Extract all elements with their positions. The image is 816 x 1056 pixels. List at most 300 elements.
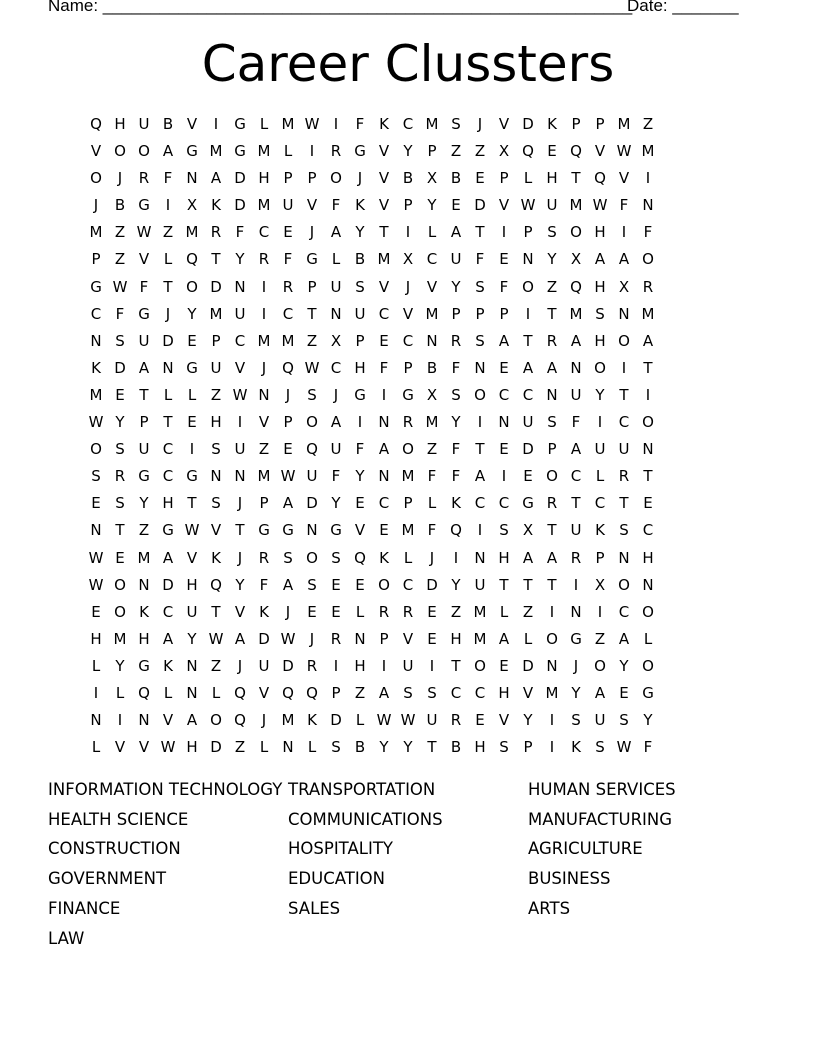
grid-letter[interactable]: A [186, 711, 198, 730]
grid-letter[interactable]: A [642, 331, 654, 350]
grid-letter[interactable]: D [234, 169, 246, 188]
grid-letter[interactable]: U [426, 711, 438, 730]
grid-letter[interactable]: U [570, 521, 582, 540]
grid-letter[interactable]: M [257, 196, 271, 215]
grid-letter[interactable]: I [549, 711, 555, 730]
grid-letter[interactable]: Y [115, 656, 125, 675]
grid-letter[interactable]: N [210, 467, 222, 486]
grid-letter[interactable]: S [403, 683, 413, 702]
grid-letter[interactable]: T [475, 440, 485, 459]
grid-letter[interactable]: N [162, 358, 174, 377]
grid-letter[interactable]: V [426, 277, 438, 296]
grid-letter[interactable]: U [186, 602, 198, 621]
grid-letter[interactable]: D [210, 277, 222, 296]
grid-letter[interactable]: H [594, 223, 606, 242]
grid-letter[interactable]: A [282, 494, 294, 513]
grid-letter[interactable]: L [523, 169, 533, 188]
grid-letter[interactable]: F [379, 358, 389, 377]
grid-letter[interactable]: R [450, 711, 462, 730]
grid-letter[interactable]: N [90, 521, 102, 540]
grid-letter[interactable]: M [401, 521, 415, 540]
grid-letter[interactable]: O [618, 575, 630, 594]
grid-letter[interactable]: E [283, 440, 293, 459]
grid-letter[interactable]: B [402, 169, 414, 188]
grid-letter[interactable]: S [355, 277, 365, 296]
grid-letter[interactable]: C [258, 223, 270, 242]
grid-letter[interactable]: U [138, 440, 150, 459]
grid-letter[interactable]: R [378, 602, 390, 621]
grid-letter[interactable]: B [114, 196, 126, 215]
grid-letter[interactable]: K [307, 711, 317, 730]
grid-letter[interactable]: O [186, 277, 198, 296]
grid-letter[interactable]: S [619, 711, 629, 730]
grid-letter[interactable]: P [403, 358, 413, 377]
grid-letter[interactable]: I [237, 413, 243, 432]
grid-letter[interactable]: P [283, 169, 293, 188]
grid-letter[interactable]: T [211, 602, 221, 621]
grid-letter[interactable]: S [451, 385, 461, 404]
grid-letter[interactable]: P [403, 494, 413, 513]
grid-letter[interactable]: R [570, 548, 582, 567]
grid-letter[interactable]: F [355, 440, 365, 459]
grid-letter[interactable]: C [594, 494, 606, 513]
grid-letter[interactable]: G [162, 521, 174, 540]
grid-letter[interactable]: G [234, 142, 246, 161]
grid-letter[interactable]: G [354, 142, 366, 161]
grid-letter[interactable]: G [186, 467, 198, 486]
grid-letter[interactable]: E [427, 629, 437, 648]
grid-letter[interactable]: H [258, 169, 270, 188]
grid-letter[interactable]: Y [331, 494, 341, 513]
grid-letter[interactable]: Q [306, 440, 318, 459]
grid-letter[interactable]: G [138, 467, 150, 486]
grid-letter[interactable]: V [618, 169, 630, 188]
grid-letter[interactable]: D [162, 331, 174, 350]
grid-letter[interactable]: I [93, 683, 99, 702]
grid-letter[interactable]: M [209, 304, 223, 323]
grid-letter[interactable]: L [355, 711, 365, 730]
grid-letter[interactable]: J [333, 385, 339, 404]
grid-letter[interactable]: E [355, 575, 365, 594]
grid-letter[interactable]: P [571, 115, 581, 133]
grid-letter[interactable]: V [378, 196, 390, 215]
grid-letter[interactable]: H [186, 738, 198, 757]
grid-letter[interactable]: I [165, 196, 171, 215]
grid-letter[interactable]: C [282, 304, 294, 323]
grid-letter[interactable]: P [595, 115, 605, 133]
grid-letter[interactable]: M [425, 115, 439, 133]
grid-letter[interactable]: E [307, 602, 317, 621]
grid-letter[interactable]: J [261, 358, 267, 377]
grid-letter[interactable]: P [451, 304, 461, 323]
grid-letter[interactable]: F [643, 738, 653, 757]
grid-letter[interactable]: W [616, 738, 632, 757]
grid-letter[interactable]: K [379, 548, 389, 567]
grid-letter[interactable]: P [547, 440, 557, 459]
grid-letter[interactable]: M [569, 196, 583, 215]
grid-letter[interactable]: V [522, 683, 534, 702]
grid-letter[interactable]: A [330, 223, 342, 242]
grid-letter[interactable]: J [477, 115, 483, 133]
grid-letter[interactable]: Y [403, 142, 413, 161]
grid-letter[interactable]: D [426, 575, 438, 594]
grid-letter[interactable]: E [547, 142, 557, 161]
grid-letter[interactable]: M [641, 142, 655, 161]
grid-letter[interactable]: P [259, 494, 269, 513]
grid-letter[interactable]: X [498, 142, 510, 161]
grid-letter[interactable]: F [571, 413, 581, 432]
grid-letter[interactable]: L [91, 738, 101, 757]
grid-letter[interactable]: H [642, 548, 654, 567]
grid-letter[interactable]: M [641, 304, 655, 323]
grid-letter[interactable]: P [355, 331, 365, 350]
grid-letter[interactable]: U [474, 575, 486, 594]
grid-letter[interactable]: N [138, 711, 150, 730]
grid-letter[interactable]: U [258, 656, 270, 675]
grid-letter[interactable]: I [381, 656, 387, 675]
grid-letter[interactable]: N [282, 738, 294, 757]
grid-letter[interactable]: E [115, 385, 125, 404]
grid-letter[interactable]: X [426, 169, 438, 188]
grid-letter[interactable]: R [306, 656, 318, 675]
grid-letter[interactable]: Y [403, 738, 413, 757]
grid-letter[interactable]: S [427, 683, 437, 702]
grid-letter[interactable]: V [186, 548, 198, 567]
grid-letter[interactable]: I [405, 223, 411, 242]
grid-letter[interactable]: V [234, 602, 246, 621]
grid-letter[interactable]: N [618, 548, 630, 567]
grid-letter[interactable]: I [477, 521, 483, 540]
grid-letter[interactable]: I [573, 575, 579, 594]
grid-letter[interactable]: Q [570, 142, 582, 161]
grid-letter[interactable]: O [306, 413, 318, 432]
grid-letter[interactable]: O [114, 142, 126, 161]
grid-letter[interactable]: U [594, 440, 606, 459]
grid-letter[interactable]: Z [594, 629, 606, 648]
grid-letter[interactable]: J [237, 494, 243, 513]
grid-letter[interactable]: E [499, 358, 509, 377]
grid-letter[interactable]: K [355, 196, 365, 215]
grid-letter[interactable]: N [546, 385, 558, 404]
grid-letter[interactable]: X [522, 521, 534, 540]
grid-letter[interactable]: P [523, 223, 533, 242]
grid-letter[interactable]: P [475, 304, 485, 323]
grid-letter[interactable]: E [451, 196, 461, 215]
grid-letter[interactable]: Y [451, 413, 461, 432]
grid-letter[interactable]: F [355, 115, 365, 133]
grid-letter[interactable]: Y [571, 683, 581, 702]
grid-letter[interactable]: V [594, 142, 606, 161]
grid-letter[interactable]: L [115, 683, 125, 702]
grid-letter[interactable]: R [330, 142, 342, 161]
grid-letter[interactable]: V [402, 629, 414, 648]
grid-letter[interactable]: O [210, 711, 222, 730]
grid-letter[interactable]: I [333, 115, 339, 133]
grid-letter[interactable]: V [498, 711, 510, 730]
grid-letter[interactable]: I [333, 656, 339, 675]
grid-letter[interactable]: W [88, 548, 104, 567]
grid-letter[interactable]: T [163, 413, 173, 432]
grid-letter[interactable]: U [354, 304, 366, 323]
grid-letter[interactable]: I [213, 115, 219, 133]
grid-letter[interactable]: C [378, 304, 390, 323]
grid-letter[interactable]: N [642, 196, 654, 215]
grid-letter[interactable]: A [570, 440, 582, 459]
grid-letter[interactable]: S [115, 331, 125, 350]
grid-letter[interactable]: I [501, 223, 507, 242]
grid-letter[interactable]: I [309, 142, 315, 161]
grid-letter[interactable]: B [426, 358, 438, 377]
grid-letter[interactable]: S [307, 575, 317, 594]
grid-letter[interactable]: I [261, 304, 267, 323]
grid-letter[interactable]: M [185, 223, 199, 242]
grid-letter[interactable]: P [307, 277, 317, 296]
grid-letter[interactable]: O [90, 440, 102, 459]
grid-letter[interactable]: T [643, 358, 653, 377]
grid-letter[interactable]: O [522, 277, 534, 296]
grid-letter[interactable]: L [499, 602, 509, 621]
grid-letter[interactable]: T [547, 575, 557, 594]
grid-letter[interactable]: S [499, 521, 509, 540]
grid-letter[interactable]: O [90, 169, 102, 188]
grid-letter[interactable]: L [163, 683, 173, 702]
grid-letter[interactable]: F [115, 304, 125, 323]
grid-letter[interactable]: N [234, 277, 246, 296]
grid-letter[interactable]: C [402, 575, 414, 594]
grid-letter[interactable]: M [281, 115, 295, 133]
grid-letter[interactable]: Y [547, 250, 557, 269]
grid-letter[interactable]: Q [522, 142, 534, 161]
grid-letter[interactable]: C [162, 440, 174, 459]
grid-letter[interactable]: N [546, 656, 558, 675]
grid-letter[interactable]: N [642, 440, 654, 459]
grid-letter[interactable]: N [90, 711, 102, 730]
grid-letter[interactable]: V [234, 358, 246, 377]
grid-letter[interactable]: Z [114, 250, 126, 269]
grid-letter[interactable]: C [618, 413, 630, 432]
grid-letter[interactable]: G [186, 142, 198, 161]
grid-letter[interactable]: D [522, 440, 534, 459]
grid-letter[interactable]: V [258, 413, 270, 432]
grid-letter[interactable]: E [643, 494, 653, 513]
grid-letter[interactable]: Y [187, 304, 197, 323]
grid-letter[interactable]: W [592, 196, 608, 215]
grid-letter[interactable]: F [139, 277, 149, 296]
grid-letter[interactable]: R [210, 223, 222, 242]
grid-letter[interactable]: E [475, 711, 485, 730]
grid-letter[interactable]: F [451, 467, 461, 486]
grid-letter[interactable]: N [618, 304, 630, 323]
grid-letter[interactable]: L [307, 738, 317, 757]
grid-letter[interactable]: C [378, 494, 390, 513]
grid-letter[interactable]: U [306, 467, 318, 486]
grid-letter[interactable]: L [427, 223, 437, 242]
grid-letter[interactable]: R [138, 169, 150, 188]
grid-letter[interactable]: F [427, 467, 437, 486]
grid-letter[interactable]: O [642, 602, 654, 621]
grid-letter[interactable]: Y [139, 494, 149, 513]
grid-letter[interactable]: V [378, 277, 390, 296]
grid-letter[interactable]: Q [282, 683, 294, 702]
grid-letter[interactable]: I [645, 169, 651, 188]
grid-letter[interactable]: N [258, 385, 270, 404]
grid-letter[interactable]: Y [115, 413, 125, 432]
grid-letter[interactable]: K [163, 656, 173, 675]
grid-letter[interactable]: U [450, 250, 462, 269]
grid-letter[interactable]: X [426, 385, 438, 404]
grid-letter[interactable]: Q [138, 683, 150, 702]
grid-letter[interactable]: R [330, 629, 342, 648]
grid-letter[interactable]: T [307, 304, 317, 323]
grid-letter[interactable]: H [138, 629, 150, 648]
grid-letter[interactable]: G [90, 277, 102, 296]
grid-letter[interactable]: T [379, 223, 389, 242]
grid-letter[interactable]: J [237, 548, 243, 567]
grid-letter[interactable]: W [400, 711, 416, 730]
grid-letter[interactable]: A [474, 467, 486, 486]
grid-letter[interactable]: M [137, 548, 151, 567]
grid-letter[interactable]: N [570, 358, 582, 377]
grid-letter[interactable]: M [401, 467, 415, 486]
grid-letter[interactable]: T [187, 494, 197, 513]
grid-letter[interactable]: E [187, 331, 197, 350]
grid-letter[interactable]: R [618, 467, 630, 486]
grid-letter[interactable]: J [285, 602, 291, 621]
grid-letter[interactable]: E [355, 494, 365, 513]
grid-letter[interactable]: N [186, 169, 198, 188]
grid-letter[interactable]: K [139, 602, 149, 621]
grid-letter[interactable]: V [186, 115, 198, 133]
grid-letter[interactable]: R [402, 602, 414, 621]
grid-letter[interactable]: J [309, 629, 315, 648]
grid-letter[interactable]: C [330, 358, 342, 377]
grid-letter[interactable]: A [498, 629, 510, 648]
grid-letter[interactable]: G [234, 115, 246, 133]
grid-letter[interactable]: Y [355, 467, 365, 486]
grid-letter[interactable]: J [309, 223, 315, 242]
grid-letter[interactable]: V [498, 115, 510, 133]
grid-letter[interactable]: M [257, 142, 271, 161]
grid-letter[interactable]: U [570, 385, 582, 404]
grid-letter[interactable]: S [115, 440, 125, 459]
grid-letter[interactable]: P [283, 413, 293, 432]
grid-letter[interactable]: I [453, 548, 459, 567]
grid-letter[interactable]: E [427, 602, 437, 621]
grid-letter[interactable]: S [115, 494, 125, 513]
grid-letter[interactable]: H [474, 738, 486, 757]
grid-letter[interactable]: L [523, 629, 533, 648]
grid-letter[interactable]: V [138, 738, 150, 757]
grid-letter[interactable]: K [379, 115, 389, 133]
grid-letter[interactable]: N [498, 413, 510, 432]
grid-letter[interactable]: A [522, 358, 534, 377]
grid-letter[interactable]: N [474, 548, 486, 567]
grid-letter[interactable]: G [570, 629, 582, 648]
grid-letter[interactable]: A [594, 250, 606, 269]
grid-letter[interactable]: Z [234, 738, 246, 757]
grid-letter[interactable]: A [546, 358, 558, 377]
grid-letter[interactable]: Q [450, 521, 462, 540]
grid-letter[interactable]: W [232, 385, 248, 404]
grid-letter[interactable]: B [162, 115, 174, 133]
grid-letter[interactable]: Y [643, 711, 653, 730]
grid-letter[interactable]: A [330, 413, 342, 432]
grid-letter[interactable]: Y [619, 656, 629, 675]
grid-letter[interactable]: E [115, 548, 125, 567]
grid-letter[interactable]: A [378, 683, 390, 702]
grid-letter[interactable]: I [501, 467, 507, 486]
grid-letter[interactable]: Z [522, 602, 534, 621]
grid-letter[interactable]: T [139, 385, 149, 404]
grid-letter[interactable]: S [547, 413, 557, 432]
grid-letter[interactable]: P [91, 250, 101, 269]
grid-letter[interactable]: J [165, 304, 171, 323]
grid-letter[interactable]: H [498, 548, 510, 567]
grid-letter[interactable]: O [570, 223, 582, 242]
grid-letter[interactable]: A [618, 250, 630, 269]
name-field[interactable]: Name: ________________________________________________________ [48, 0, 633, 15]
grid-letter[interactable]: O [402, 440, 414, 459]
grid-letter[interactable]: Z [450, 142, 462, 161]
grid-letter[interactable]: O [378, 575, 390, 594]
grid-letter[interactable]: O [642, 413, 654, 432]
grid-letter[interactable]: V [258, 683, 270, 702]
grid-letter[interactable]: J [573, 656, 579, 675]
grid-letter[interactable]: A [618, 629, 630, 648]
grid-letter[interactable]: A [162, 142, 174, 161]
grid-letter[interactable]: I [549, 602, 555, 621]
grid-letter[interactable]: S [499, 738, 509, 757]
grid-letter[interactable]: V [378, 142, 390, 161]
grid-letter[interactable]: N [354, 629, 366, 648]
grid-letter[interactable]: P [403, 196, 413, 215]
grid-letter[interactable]: U [522, 413, 534, 432]
grid-letter[interactable]: V [162, 711, 174, 730]
grid-letter[interactable]: M [113, 629, 127, 648]
grid-letter[interactable]: N [186, 656, 198, 675]
grid-letter[interactable]: C [402, 331, 414, 350]
grid-letter[interactable]: H [114, 115, 126, 133]
grid-letter[interactable]: S [571, 711, 581, 730]
grid-letter[interactable]: S [331, 548, 341, 567]
grid-letter[interactable]: W [280, 467, 296, 486]
grid-letter[interactable]: B [354, 738, 366, 757]
grid-letter[interactable]: T [499, 575, 509, 594]
grid-letter[interactable]: M [473, 629, 487, 648]
grid-letter[interactable]: D [234, 196, 246, 215]
grid-letter[interactable]: G [306, 250, 318, 269]
grid-letter[interactable]: I [597, 602, 603, 621]
grid-letter[interactable]: V [354, 521, 366, 540]
grid-letter[interactable]: L [643, 629, 653, 648]
grid-letter[interactable]: V [402, 304, 414, 323]
grid-letter[interactable]: Z [210, 656, 222, 675]
grid-letter[interactable]: J [93, 196, 99, 215]
grid-letter[interactable]: P [211, 331, 221, 350]
grid-letter[interactable]: W [184, 521, 200, 540]
grid-letter[interactable]: Z [642, 115, 654, 133]
grid-letter[interactable]: I [189, 440, 195, 459]
grid-letter[interactable]: L [403, 548, 413, 567]
grid-letter[interactable]: F [499, 277, 509, 296]
grid-letter[interactable]: O [138, 142, 150, 161]
grid-letter[interactable]: M [425, 304, 439, 323]
grid-letter[interactable]: S [595, 304, 605, 323]
grid-letter[interactable]: I [429, 656, 435, 675]
grid-letter[interactable]: L [427, 494, 437, 513]
grid-letter[interactable]: R [402, 413, 414, 432]
grid-letter[interactable]: H [162, 494, 174, 513]
